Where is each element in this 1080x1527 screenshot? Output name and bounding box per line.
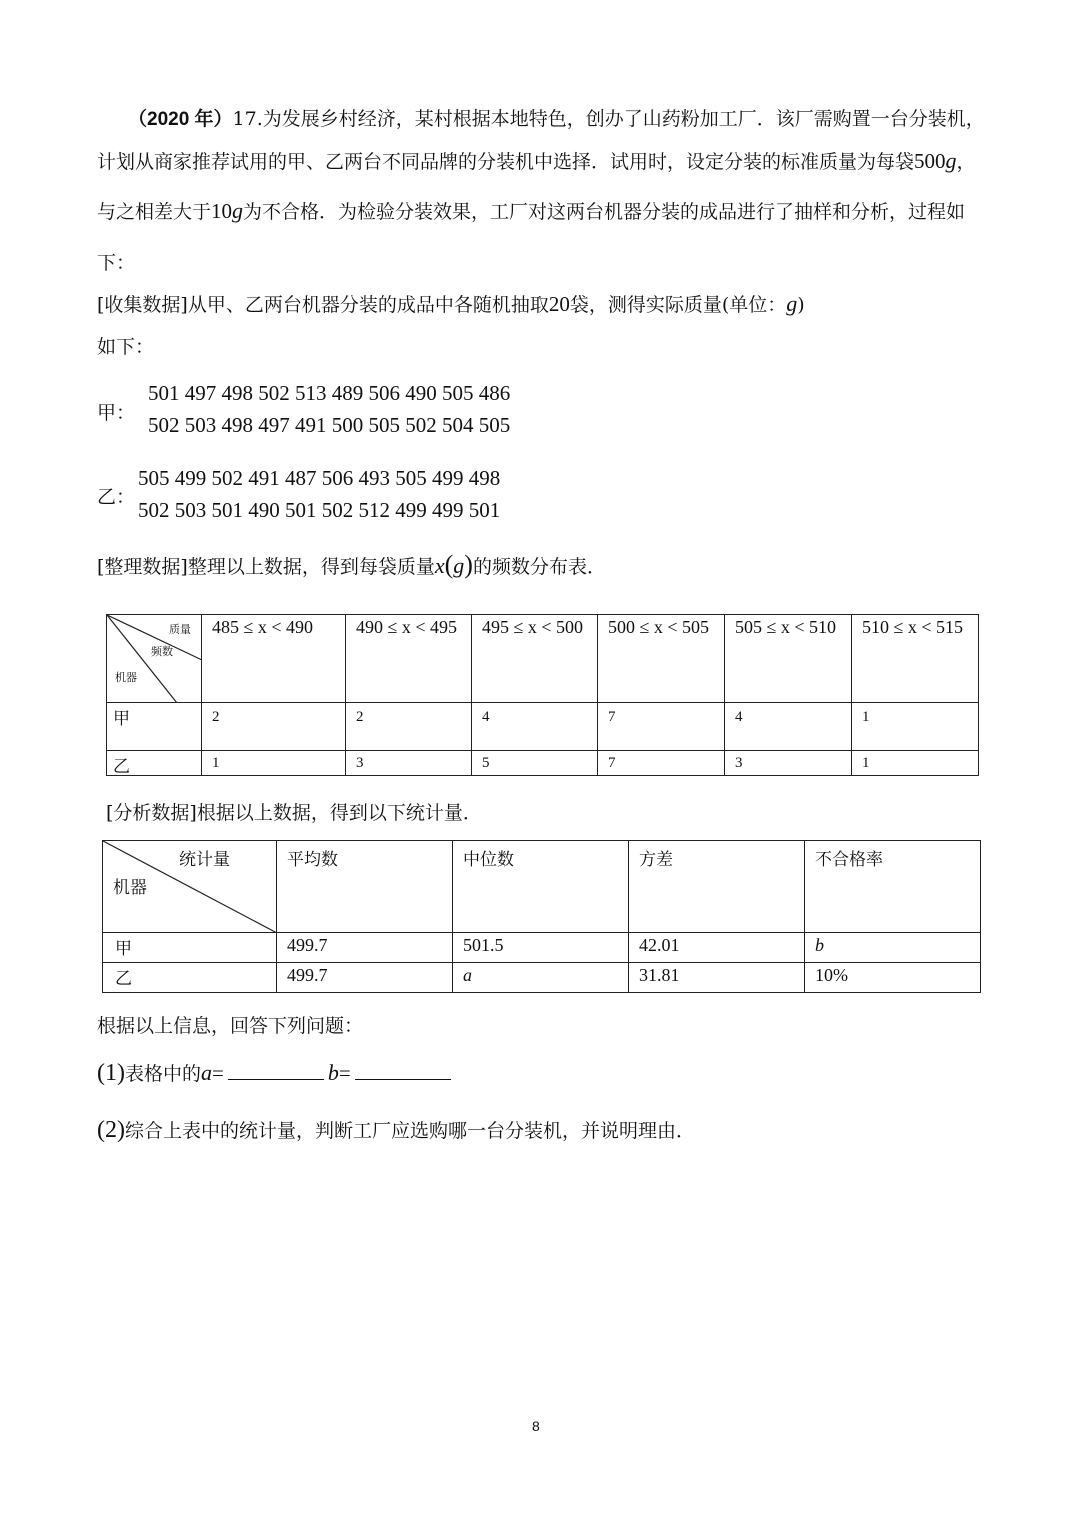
tolerance-number: 10 xyxy=(211,199,233,223)
mass-interval: 510 ≤ x < 515 xyxy=(862,617,964,637)
frequency-header-row xyxy=(107,615,979,703)
frequency-value: 7 xyxy=(608,755,616,771)
statistic-cell xyxy=(277,933,453,963)
statistic-value: 31.81 xyxy=(639,965,680,985)
organize-text-b: 的频数分布表． xyxy=(472,556,606,578)
frequency-cell xyxy=(346,703,472,751)
year-tag: （2020 年） xyxy=(128,109,233,130)
corner-label-machine: 机器 xyxy=(115,671,137,684)
problem-line-4: 下： xyxy=(97,252,136,274)
frequency-cell xyxy=(725,751,852,776)
standard-mass-number: 500 xyxy=(914,149,946,173)
jia-label: 甲： xyxy=(97,402,136,424)
statistics-header-row xyxy=(103,841,981,933)
statistic-cell xyxy=(453,963,629,993)
statistics-row-yi xyxy=(103,963,981,993)
frequency-cell xyxy=(346,751,472,776)
problem-line-3 xyxy=(97,198,965,225)
frequency-header-cell xyxy=(346,615,472,703)
statistic-name: 不合格率 xyxy=(815,850,883,870)
statistic-cell xyxy=(453,933,629,963)
machine-name: 甲 xyxy=(115,939,132,959)
question-2-number: (2) xyxy=(97,1117,125,1143)
statistic-value: a xyxy=(463,965,472,985)
problem-line-2 xyxy=(97,148,976,175)
var-a: a xyxy=(201,1060,212,1085)
frequency-cell xyxy=(598,703,725,751)
sample-count: 20 xyxy=(548,292,570,316)
machine-cell xyxy=(107,703,202,751)
frequency-header-cell xyxy=(598,615,725,703)
statistic-name: 中位数 xyxy=(463,850,514,870)
corner-label-frequency: 频数 xyxy=(151,645,173,658)
statistic-name: 平均数 xyxy=(287,850,338,870)
frequency-header-cell xyxy=(725,615,852,703)
statistic-value: b xyxy=(815,935,824,955)
jia-data-row-2: 502 503 498 497 491 500 505 502 504 505 xyxy=(148,413,511,437)
var-g: g xyxy=(453,553,465,578)
frequency-header-cell xyxy=(852,615,979,703)
frequency-value: 4 xyxy=(735,709,743,725)
corner-label-mass: 质量 xyxy=(169,623,191,636)
frequency-table xyxy=(106,614,979,776)
frequency-value: 7 xyxy=(608,709,616,725)
statistic-header-cell xyxy=(805,841,981,933)
var-x: x xyxy=(434,553,445,578)
statistics-table xyxy=(102,840,981,993)
statistic-value: 10% xyxy=(815,965,848,985)
frequency-cell xyxy=(202,751,346,776)
unit-g: g xyxy=(945,148,957,173)
problem-line-3-text-b: 为不合格．为检验分装效果，工厂对这两台机器分装的成品进行了抽样和分析，过程如 xyxy=(243,201,966,223)
frequency-value: 3 xyxy=(356,755,364,771)
machine-name: 乙 xyxy=(113,757,130,777)
machine-name: 甲 xyxy=(113,709,130,729)
statistic-name: 方差 xyxy=(639,850,673,870)
mass-interval: 500 ≤ x < 505 xyxy=(608,617,710,637)
frequency-value: 2 xyxy=(212,709,220,725)
answer-blank-b[interactable] xyxy=(355,1061,451,1080)
statistic-cell xyxy=(629,963,805,993)
frequency-cell xyxy=(852,751,979,776)
statistics-corner-cell xyxy=(103,841,277,933)
frequency-value: 1 xyxy=(212,755,220,771)
question-2-text: 综合上表中的统计量，判断工厂应选购哪一台分装机，并说明理由． xyxy=(124,1120,695,1142)
frequency-value: 5 xyxy=(482,755,490,771)
questions-intro: 根据以上信息，回答下列问题： xyxy=(97,1015,364,1037)
frequency-row-jia xyxy=(107,703,979,751)
frequency-cell xyxy=(725,703,852,751)
statistic-header-cell xyxy=(453,841,629,933)
statistic-cell xyxy=(277,963,453,993)
problem-line-2-end: ， xyxy=(956,151,976,173)
statistic-value: 42.01 xyxy=(639,935,680,955)
question-2 xyxy=(97,1117,695,1144)
var-b: b xyxy=(327,1060,339,1085)
yi-label: 乙： xyxy=(97,486,136,508)
yi-data-row-1: 505 499 502 491 487 506 493 505 499 498 xyxy=(138,466,501,490)
analyze-data-line: [分析数据]根据以上数据，得到以下统计量． xyxy=(106,802,482,824)
frequency-cell xyxy=(472,751,598,776)
frequency-cell xyxy=(598,751,725,776)
yi-data-row-2: 502 503 501 490 501 502 512 499 499 501 xyxy=(138,498,501,522)
question-1 xyxy=(97,1060,455,1087)
unit-g: g xyxy=(232,198,244,223)
mass-interval: 485 ≤ x < 490 xyxy=(212,617,314,637)
mass-interval: 495 ≤ x < 500 xyxy=(482,617,584,637)
frequency-cell xyxy=(852,703,979,751)
paren-open: ( xyxy=(444,550,454,579)
frequency-value: 3 xyxy=(735,755,743,771)
frequency-value: 1 xyxy=(862,755,870,771)
frequency-cell xyxy=(472,703,598,751)
frequency-header-cell xyxy=(202,615,346,703)
statistic-cell xyxy=(805,963,981,993)
question-1-text: 表格中的 xyxy=(124,1063,201,1085)
equals-sign: = xyxy=(212,1061,224,1085)
frequency-value: 4 xyxy=(482,709,490,725)
frequency-row-yi xyxy=(107,751,979,776)
collect-text-b: 袋，测得实际质量(单位： xyxy=(569,294,787,316)
frequency-cell xyxy=(202,703,346,751)
collect-text-a: [收集数据]从甲、乙两台机器分装的成品中各随机抽取 xyxy=(97,294,549,316)
machine-cell xyxy=(103,963,277,993)
problem-line-3-text-a: 与之相差大于 xyxy=(97,201,212,223)
statistic-header-cell xyxy=(277,841,453,933)
problem-line-2-text: 计划从商家推荐试用的甲、乙两台不同品牌的分装机中选择．试用时，设定分装的标准质量为每袋 xyxy=(97,151,915,173)
problem-line-1-text: 17.为发展乡村经济，某村根据本地特色，创办了山药粉加工厂．该厂需购置一台分装机， xyxy=(232,108,985,130)
statistics-row-jia xyxy=(103,933,981,963)
statistic-cell xyxy=(629,933,805,963)
statistic-value: 499.7 xyxy=(287,965,328,985)
problem-line-1 xyxy=(128,106,985,133)
statistic-value: 501.5 xyxy=(463,935,504,955)
page-number: 8 xyxy=(532,1418,540,1434)
frequency-value: 1 xyxy=(862,709,870,725)
frequency-corner-cell xyxy=(107,615,202,703)
jia-data-row-1: 501 497 498 502 513 489 506 490 505 486 xyxy=(148,381,511,405)
statistic-value: 499.7 xyxy=(287,935,328,955)
answer-blank-a[interactable] xyxy=(228,1061,324,1080)
question-1-number: (1) xyxy=(97,1060,125,1086)
equals-sign: = xyxy=(338,1061,351,1085)
machine-cell xyxy=(103,933,277,963)
statistic-header-cell xyxy=(629,841,805,933)
mass-interval: 505 ≤ x < 510 xyxy=(735,617,837,637)
collect-data-line xyxy=(97,291,805,318)
mass-interval: 490 ≤ x < 495 xyxy=(356,617,458,637)
organize-data-line xyxy=(97,552,606,580)
collect-data-line-2: 如下： xyxy=(97,336,155,358)
organize-text-a: [整理数据]整理以上数据，得到每袋质量 xyxy=(97,556,435,578)
corner-label-machine: 机器 xyxy=(113,878,147,898)
collect-text-c: ) xyxy=(797,294,805,316)
machine-name: 乙 xyxy=(115,969,132,989)
unit-g: g xyxy=(786,291,798,316)
frequency-value: 2 xyxy=(356,709,364,725)
corner-label-statistic: 统计量 xyxy=(179,850,230,870)
frequency-header-cell xyxy=(472,615,598,703)
paren-close: ) xyxy=(464,550,473,579)
statistic-cell xyxy=(805,933,981,963)
machine-cell xyxy=(107,751,202,776)
